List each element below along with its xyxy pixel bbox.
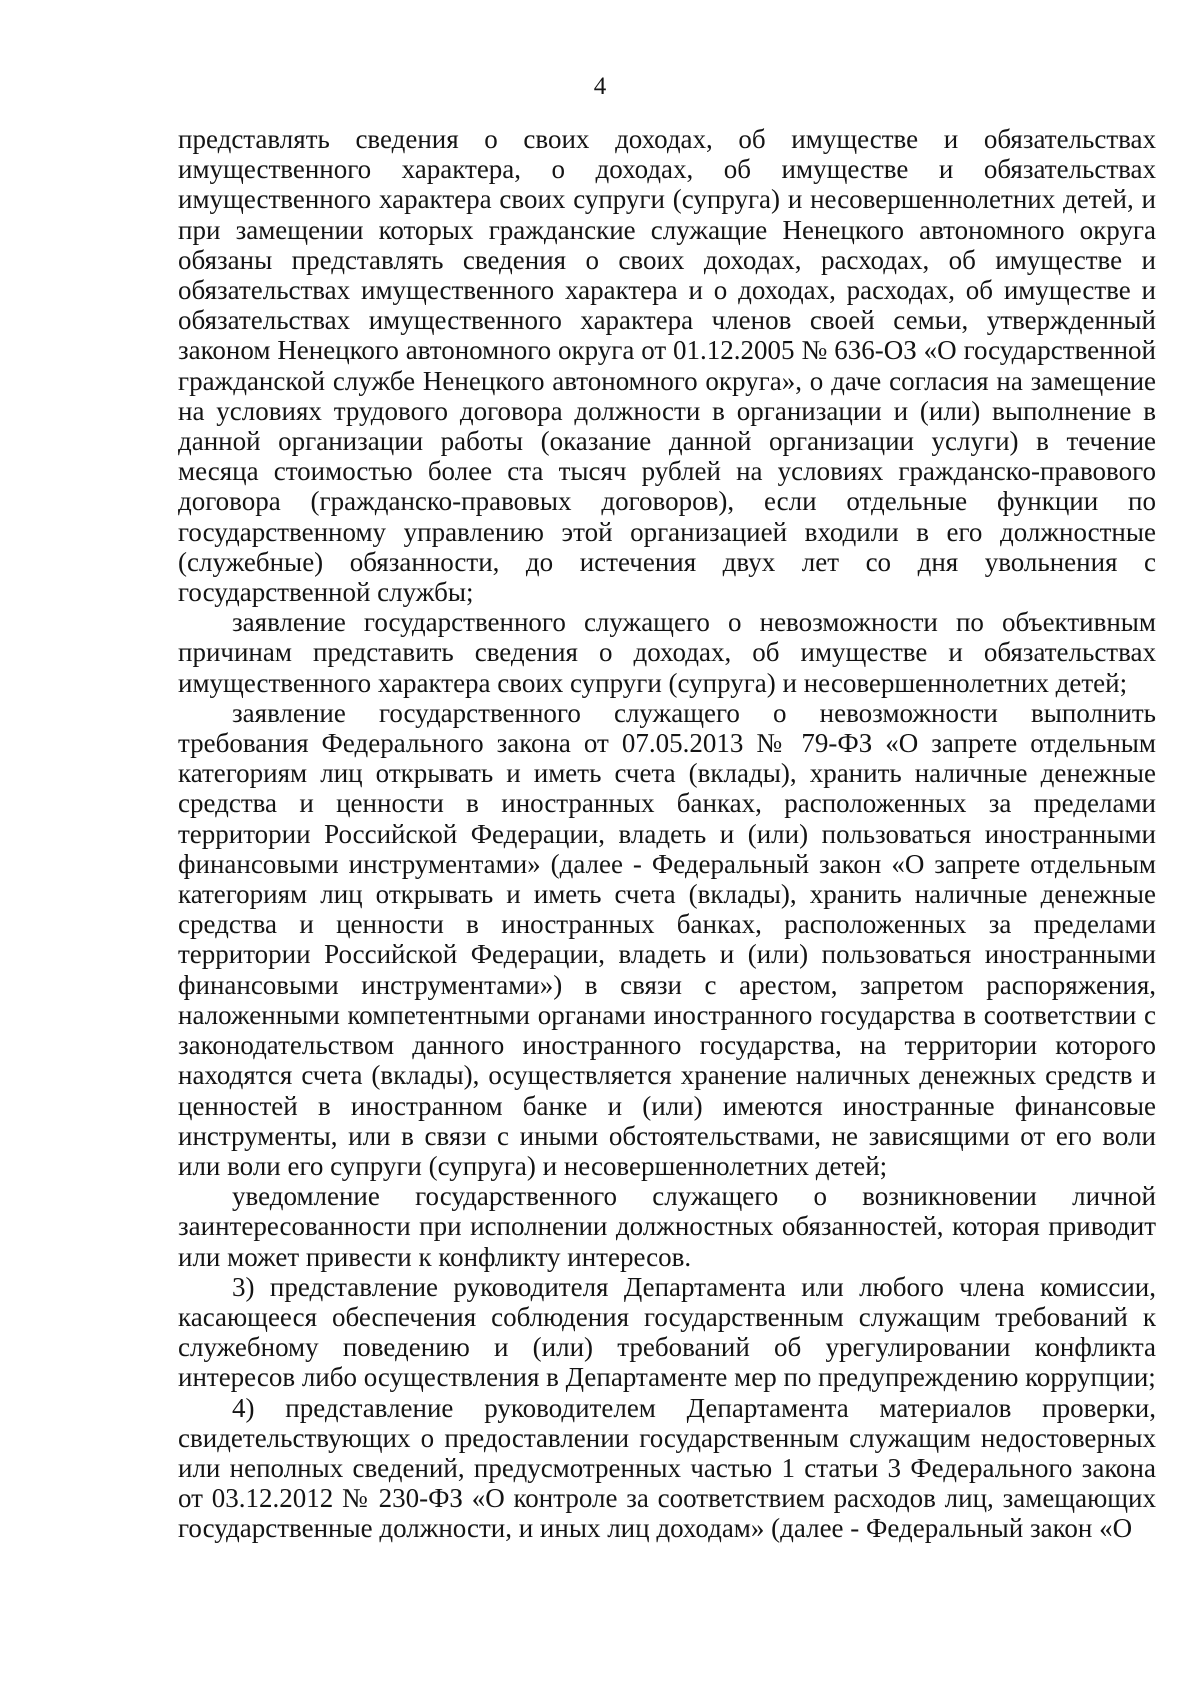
paragraph-item-4: 4) представление руководителем Департамента материалов проверки, свидетельствующих о предоставлении государственным служащим недостоверных или неполных сведений, предусмотренных частью 1 статьи 3 Федерального закона от 03.12.2012 № 230-ФЗ «О контроле за соответствием расходов лиц, замещающих государственные должности, и иных лиц доходам» (далее - Федеральный закон «О: [178, 1392, 1156, 1544]
paragraph-continuation: представлять сведения о своих доходах, об имуществе и обязательствах имущественного характера, о доходах, об имуществе и обязательствах имущественного характера своих супруги (супруга) и несовершеннолетних детей, и при замещении которых гражданские служащие Ненецкого автономного округа обязаны представлять сведения о своих доходах, расходах, об имуществе и обязательствах имущественного характера и о доходах, расходах, об имуществе и обязательствах имущественного характера членов своей семьи, утвержденный законом Ненецкого автономного округа от 01.12.2005 № 636-ОЗ «О государственной гражданской службе Ненецкого автономного округа», о даче согласия на замещение на условиях трудового договора должности в организации и (или) выполнение в данной организации работы (оказание данной организации услуги) в течение месяца стоимостью более ста тысяч рублей на условиях гражданско-правового договора (гражданско-правовых договоров), если отдельные функции по государственному управлению этой организацией входили в его должностные (служебные) обязанности, до истечения двух лет со дня увольнения с государственной службы;: [178, 124, 1156, 608]
paragraph-notice-conflict-of-interest: уведомление государственного служащего о возникновении личной заинтересованности при исполнении должностных обязанностей, которая приводит или может привести к конфликту интересов.: [178, 1181, 1156, 1272]
page-number: 4: [593, 73, 607, 100]
document-body: [178, 124, 1156, 1544]
paragraph-item-3: 3) представление руководителя Департамента или любого члена комиссии, касающееся обеспечения соблюдения государственным служащим требований к служебному поведению и (или) требований об урегулировании конфликта интересов либо осуществления в Департаменте мер по предупреждению коррупции;: [178, 1271, 1156, 1393]
paragraph-statement-foreign-accounts: заявление государственного служащего о невозможности выполнить требования Федерального закона от 07.05.2013 № 79-ФЗ «О запрете отдельным категориям лиц открывать и иметь счета (вклады), хранить наличные денежные средства и ценности в иностранных банках, расположенных за пределами территории Российской Федерации, владеть и (или) пользоваться иностранными финансовыми инструментами» (далее - Федеральный закон «О запрете отдельным категориям лиц открывать и иметь счета (вклады), хранить наличные денежные средства и ценности в иностранных банках, расположенных за пределами территории Российской Федерации, владеть и (или) пользоваться иностранными финансовыми инструментами») в связи с арестом, запретом распоряжения, наложенными компетентными органами иностранного государства в соответствии с законодательством данного иностранного государства, на территории которого находятся счета (вклады), осуществляется хранение наличных денежных средств и ценностей в иностранном банке и (или) имеются иностранные финансовые инструменты, или в связи с иными обстоятельствами, не зависящими от его воли или воли его супруги (супруга) и несовершеннолетних детей;: [178, 697, 1156, 1181]
paragraph-statement-spouse-income: заявление государственного служащего о невозможности по объективным причинам представить сведения о доходах, об имуществе и обязательствах имущественного характера своих супруги (супруга) и несовершеннолетних детей;: [178, 607, 1156, 698]
